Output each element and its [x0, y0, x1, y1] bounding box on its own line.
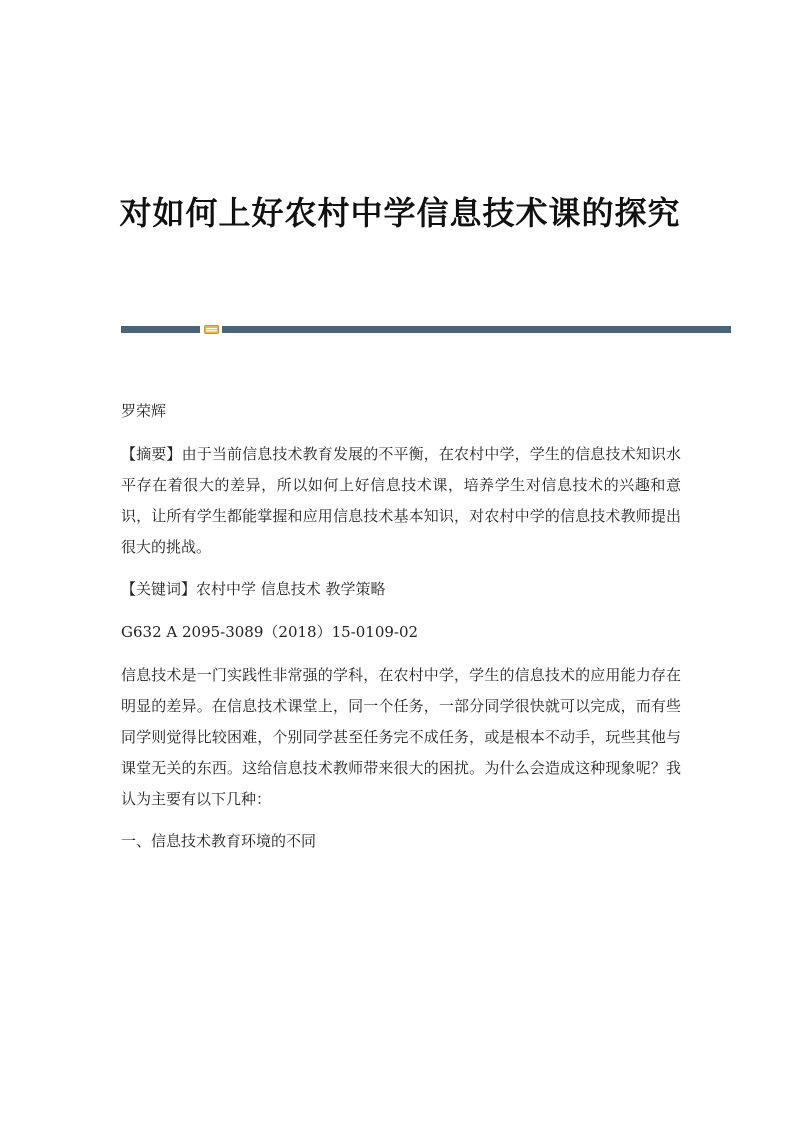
emblem-icon [204, 325, 219, 334]
divider-bar-right [222, 326, 731, 333]
document-body [121, 396, 681, 857]
author-name: 罗荣辉 [121, 402, 167, 420]
keywords-text: 农村中学 信息技术 教学策略 [196, 580, 386, 598]
abstract-paragraph [121, 439, 681, 563]
abstract-text: 由于当前信息技术教育发展的不平衡，在农村中学，学生的信息技术知识水平存在着很大的差异，所以如何上好信息技术课，培养学生对信息技术的兴趣和意识，让所有学生都能掌握和应用信息技术基本知识，对农村中学的信息技术教师提出很大的挑战。 [121, 445, 681, 556]
section-heading: 一、信息技术教育环境的不同 [121, 832, 317, 850]
keywords-label: 【关键词】 [121, 580, 197, 598]
divider-bar-left [121, 326, 200, 333]
abstract-label: 【摘要】 [121, 445, 182, 463]
document-title: 对如何上好农村中学信息技术课的探究 [119, 194, 681, 232]
title-divider [121, 326, 731, 334]
body-paragraph: 信息技术是一门实践性非常强的学科，在农村中学，学生的信息技术的应用能力存在明显的差异。在信息技术课堂上，同一个任务，一部分同学很快就可以完成，而有些同学则觉得比较困难，个别同学甚至任务完不成任务，或是根本不动手，玩些其他与课堂无关的东西。这给信息技术教师带来很大的困扰。为什么会造成这种现象呢？我认为主要有以下几种： [121, 666, 681, 808]
keywords-line [121, 574, 681, 605]
classification-line: G632 A 2095-3089（2018）15-0109-02 [121, 623, 419, 641]
